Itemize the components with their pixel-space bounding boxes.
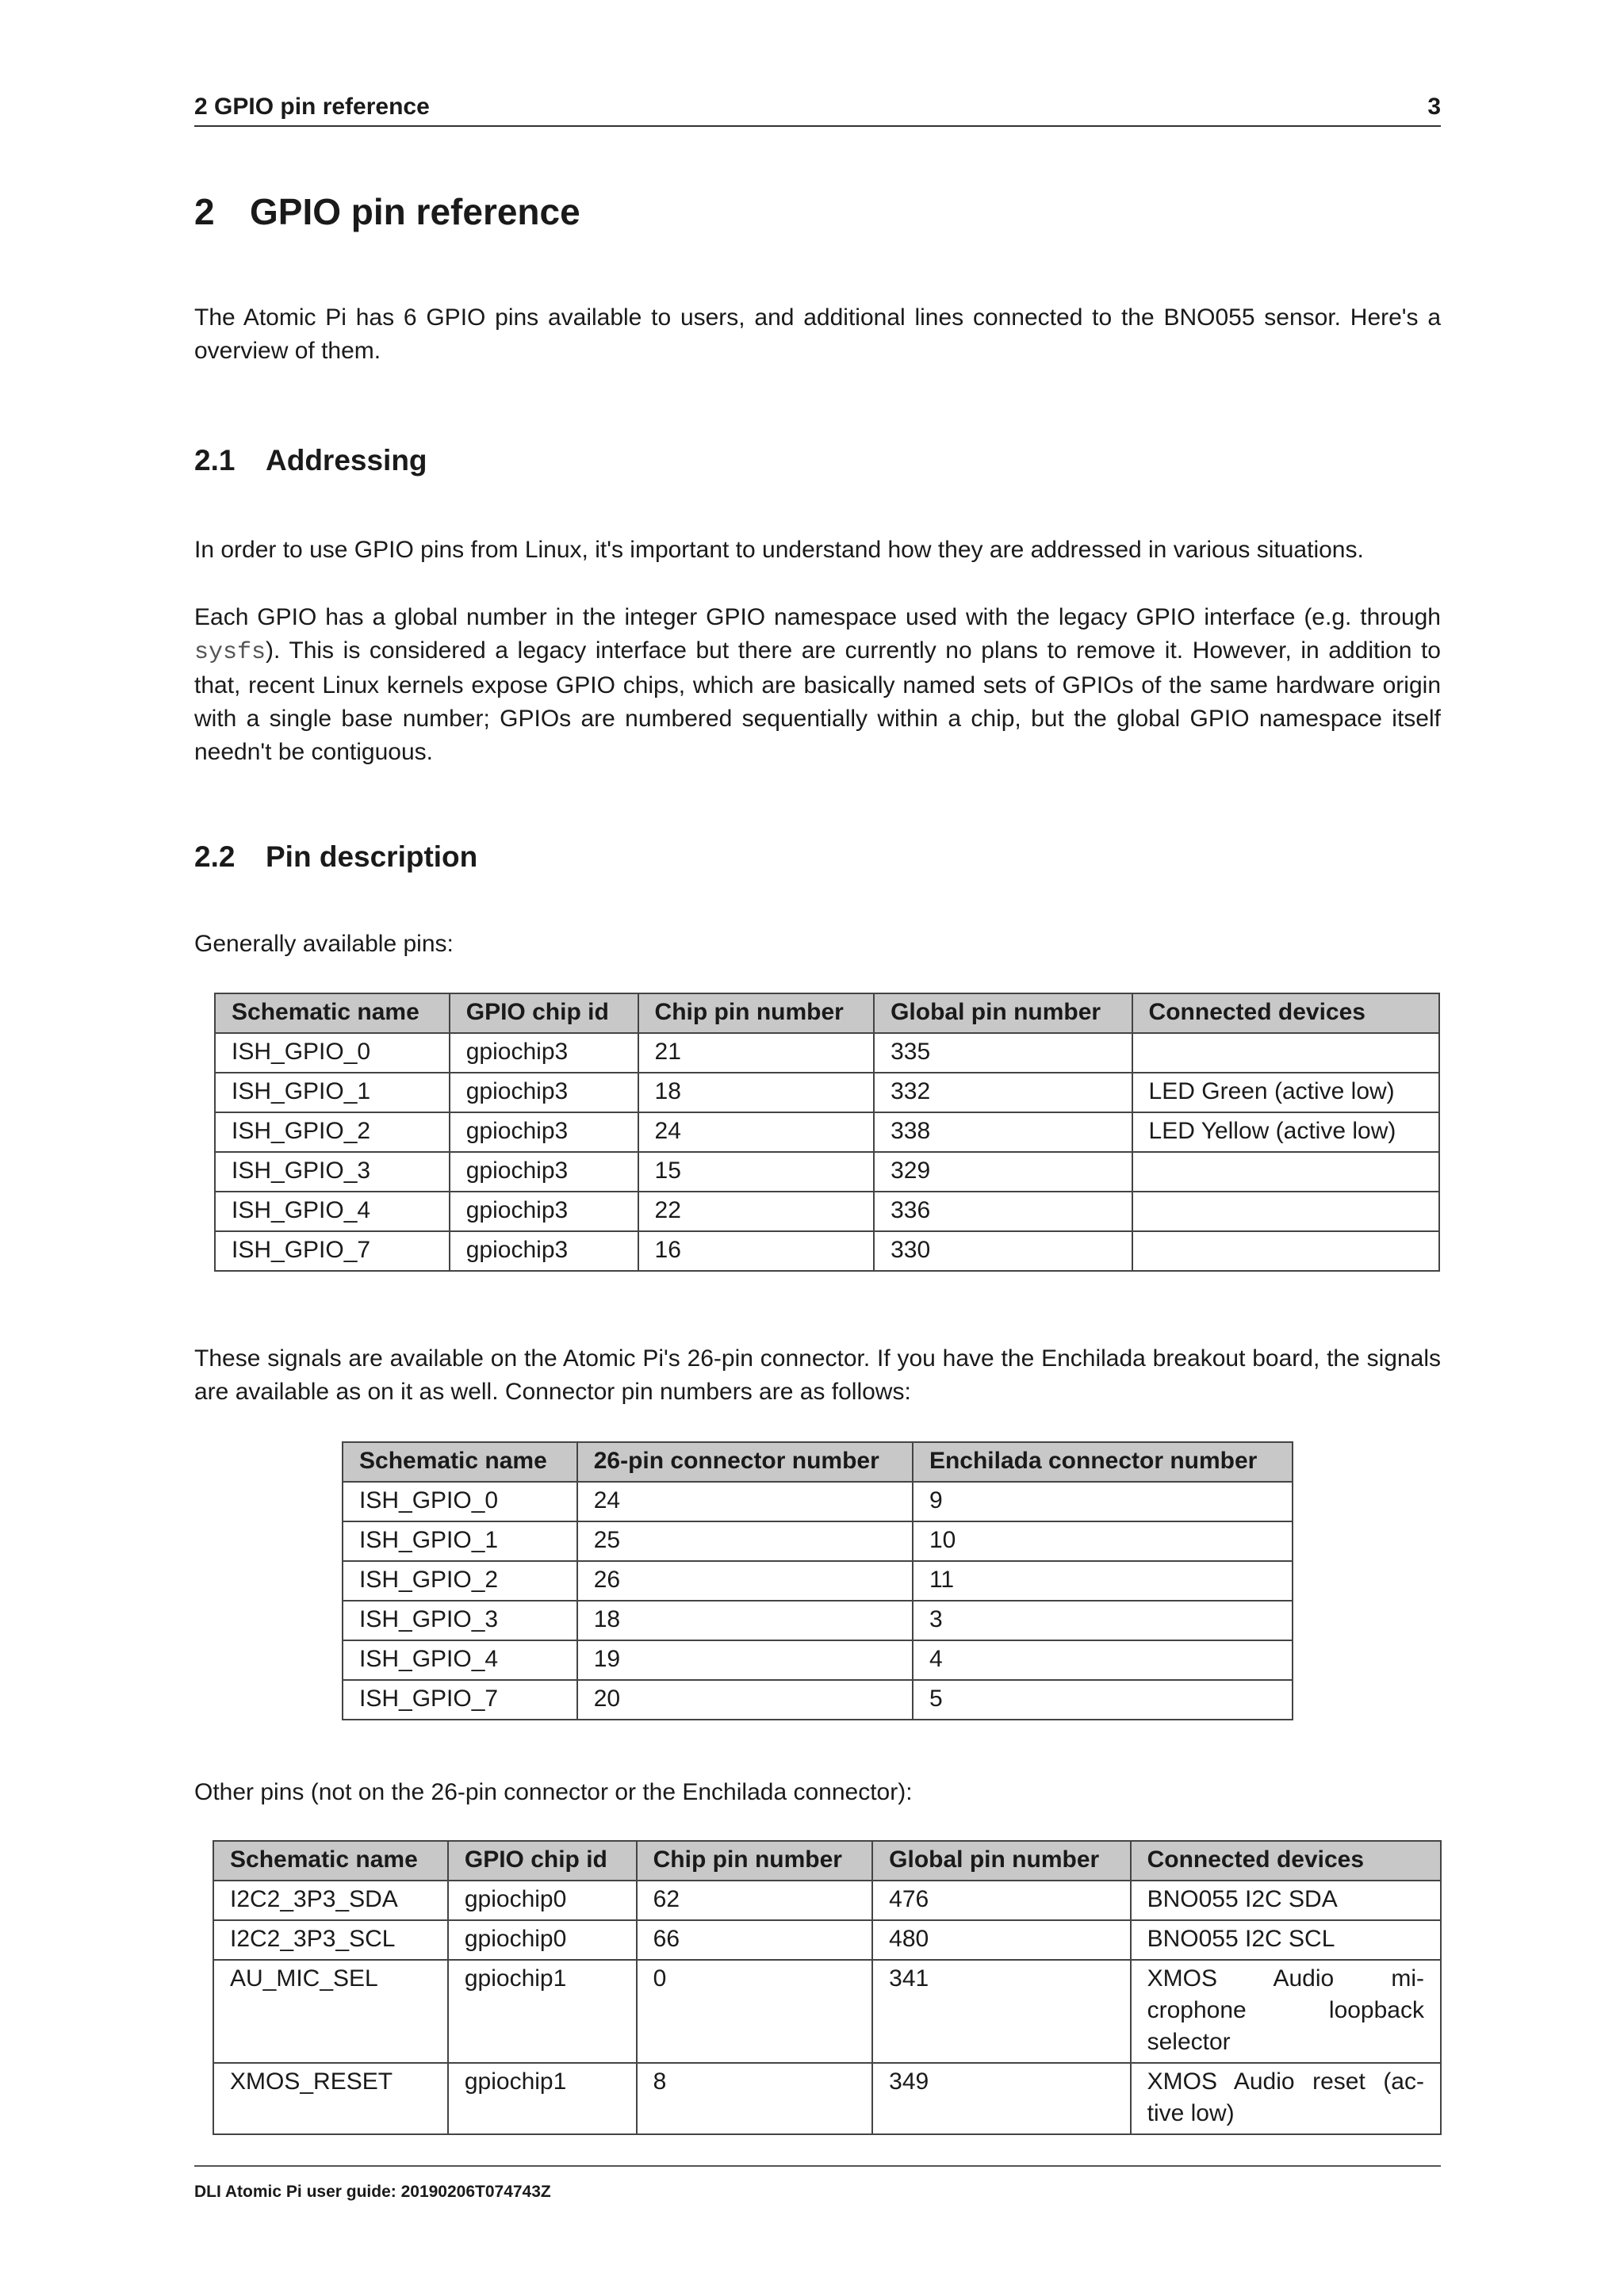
table-cell: gpiochip3 (450, 1152, 638, 1192)
table-row (215, 1073, 1439, 1112)
table-cell: 8 (637, 2063, 873, 2134)
table-header-row (343, 1442, 1293, 1482)
running-footer: DLI Atomic Pi user guide: 20190206T074743Z (194, 2165, 1441, 2202)
table-cell: 18 (638, 1073, 875, 1112)
column-header: Connected devices (1131, 1841, 1441, 1881)
table-cell: XMOS_RESET (213, 2063, 448, 2134)
column-header: Schematic name (343, 1442, 577, 1482)
table-row (213, 1960, 1441, 2063)
chapter-number: 2 (194, 191, 215, 232)
section-number: 2.2 (194, 840, 236, 873)
column-header: Schematic name (213, 1841, 448, 1881)
header-section-title: 2 GPIO pin reference (194, 94, 430, 120)
table-cell: 18 (577, 1601, 913, 1640)
table-cell (1132, 1192, 1439, 1231)
table-cell: 26 (577, 1561, 913, 1601)
table-cell: ISH_GPIO_2 (343, 1561, 577, 1601)
table-cell (1132, 1152, 1439, 1192)
table-cell: 480 (872, 1920, 1130, 1960)
table-cell: LED Yellow (active low) (1132, 1112, 1439, 1152)
table-cell: gpiochip0 (448, 1920, 637, 1960)
table-cell: 21 (638, 1033, 875, 1073)
table-cell: 5 (913, 1680, 1293, 1720)
table-cell: 335 (874, 1033, 1132, 1073)
chapter-title (194, 190, 580, 233)
column-header: Connected devices (1132, 993, 1439, 1033)
table-cell: ISH_GPIO_2 (215, 1112, 450, 1152)
running-header (194, 92, 1441, 127)
table-row (215, 1112, 1439, 1152)
table-cell: ISH_GPIO_4 (343, 1640, 577, 1680)
table-cell: 341 (872, 1960, 1130, 2063)
table-cell: 0 (637, 1960, 873, 2063)
general-pins-table (214, 993, 1440, 1272)
table-cell (1132, 1033, 1439, 1073)
table-cell: gpiochip3 (450, 1112, 638, 1152)
table-row (343, 1601, 1293, 1640)
table-cell: 20 (577, 1680, 913, 1720)
table-cell: I2C2_3P3_SCL (213, 1920, 448, 1960)
addressing-paragraph-2 (194, 601, 1441, 769)
table-cell: gpiochip3 (450, 1192, 638, 1231)
table-header-row (215, 993, 1439, 1033)
connector-paragraph: These signals are available on the Atomic Pi's 26-pin connector. If you have the Enchilada breakout board, the signals are available as on it as well. Connector pin numbers are as follows: (194, 1345, 1441, 1405)
table-cell: ISH_GPIO_4 (215, 1192, 450, 1231)
section-heading-addressing (194, 444, 427, 477)
table-cell: 10 (913, 1521, 1293, 1561)
table-row (213, 1881, 1441, 1920)
sysfs-code: sysfs (194, 639, 266, 666)
chapter-title-text: GPIO pin reference (250, 191, 580, 232)
table-cell: 4 (913, 1640, 1293, 1680)
table-cell: 349 (872, 2063, 1130, 2134)
header-page-number: 3 (1427, 94, 1441, 120)
table-cell (1132, 1231, 1439, 1271)
other-pins-label: Other pins (not on the 26-pin connector or the Enchilada connector): (194, 1779, 913, 1805)
table-cell: 24 (577, 1482, 913, 1521)
column-header: Chip pin number (637, 1841, 873, 1881)
addressing-text-before: Each GPIO has a global number in the integer GPIO namespace used with the legacy GPIO interface (e.g. through (194, 604, 1441, 630)
table-cell: 16 (638, 1231, 875, 1271)
table-cell: 62 (637, 1881, 873, 1920)
table-cell: gpiochip3 (450, 1073, 638, 1112)
table-row (213, 2063, 1441, 2134)
table-cell: 338 (874, 1112, 1132, 1152)
table-cell: AU_MIC_SEL (213, 1960, 448, 2063)
column-header: Schematic name (215, 993, 450, 1033)
column-header: 26-pin connector number (577, 1442, 913, 1482)
table-cell: gpiochip0 (448, 1881, 637, 1920)
table-cell: XMOS Audio reset (ac- tive low) (1131, 2063, 1441, 2134)
table-row (215, 1152, 1439, 1192)
table-cell: 11 (913, 1561, 1293, 1601)
table-cell: ISH_GPIO_7 (215, 1231, 450, 1271)
other-pins-table (213, 1840, 1442, 2135)
table-row (215, 1192, 1439, 1231)
table-cell: BNO055 I2C SDA (1131, 1881, 1441, 1920)
table-row (343, 1482, 1293, 1521)
table-cell: ISH_GPIO_0 (343, 1482, 577, 1521)
table-header-row (213, 1841, 1441, 1881)
column-header: Global pin number (872, 1841, 1130, 1881)
section-heading-text: Addressing (266, 444, 427, 476)
table-row (343, 1640, 1293, 1680)
general-pins-label: Generally available pins: (194, 931, 454, 957)
table-cell: ISH_GPIO_1 (343, 1521, 577, 1561)
table-cell: gpiochip1 (448, 1960, 637, 2063)
addressing-paragraph-1: In order to use GPIO pins from Linux, it's important to understand how they are addressed in various situations. (194, 537, 1364, 563)
table-cell: ISH_GPIO_3 (215, 1152, 450, 1192)
table-cell: 19 (577, 1640, 913, 1680)
addressing-text-after: ). This is considered a legacy interface but there are currently no plans to remove it. However, in addition to that, recent Linux kernels expose GPIO chips, which are basically named sets of GPIOs of the same hardware origin with a single base number; GPIOs are numbered sequentially within a chip, but the global GPIO namespace itself needn't be contiguous. (194, 637, 1441, 765)
table-cell: 15 (638, 1152, 875, 1192)
table-cell: gpiochip3 (450, 1033, 638, 1073)
table-cell: LED Green (active low) (1132, 1073, 1439, 1112)
table-cell: 332 (874, 1073, 1132, 1112)
table-cell: 66 (637, 1920, 873, 1960)
connector-pins-table (342, 1441, 1293, 1720)
table-cell: 3 (913, 1601, 1293, 1640)
column-header: GPIO chip id (450, 993, 638, 1033)
table-cell: 336 (874, 1192, 1132, 1231)
table-cell: 9 (913, 1482, 1293, 1521)
table-row (343, 1561, 1293, 1601)
column-header: Global pin number (874, 993, 1132, 1033)
table-cell: 329 (874, 1152, 1132, 1192)
intro-paragraph: The Atomic Pi has 6 GPIO pins available to users, and additional lines connected to the BNO055 sensor. Here's a overview of them. (194, 304, 1441, 364)
table-cell: gpiochip3 (450, 1231, 638, 1271)
table-row (215, 1033, 1439, 1073)
table-row (343, 1680, 1293, 1720)
table-cell: XMOS Audio mi- crophone loopback selector (1131, 1960, 1441, 2063)
table-cell: ISH_GPIO_1 (215, 1073, 450, 1112)
column-header: Enchilada connector number (913, 1442, 1293, 1482)
table-cell: ISH_GPIO_3 (343, 1601, 577, 1640)
column-header: Chip pin number (638, 993, 875, 1033)
table-row (343, 1521, 1293, 1561)
table-cell: gpiochip1 (448, 2063, 637, 2134)
table-cell: I2C2_3P3_SDA (213, 1881, 448, 1920)
table-cell: BNO055 I2C SCL (1131, 1920, 1441, 1960)
table-row (215, 1231, 1439, 1271)
table-cell: 22 (638, 1192, 875, 1231)
table-cell: 24 (638, 1112, 875, 1152)
section-number: 2.1 (194, 444, 236, 476)
table-cell: 476 (872, 1881, 1130, 1920)
section-heading-text: Pin description (266, 840, 478, 873)
table-cell: 330 (874, 1231, 1132, 1271)
section-heading-pin-description (194, 840, 477, 874)
table-row (213, 1920, 1441, 1960)
table-cell: ISH_GPIO_0 (215, 1033, 450, 1073)
column-header: GPIO chip id (448, 1841, 637, 1881)
table-cell: ISH_GPIO_7 (343, 1680, 577, 1720)
table-cell: 25 (577, 1521, 913, 1561)
